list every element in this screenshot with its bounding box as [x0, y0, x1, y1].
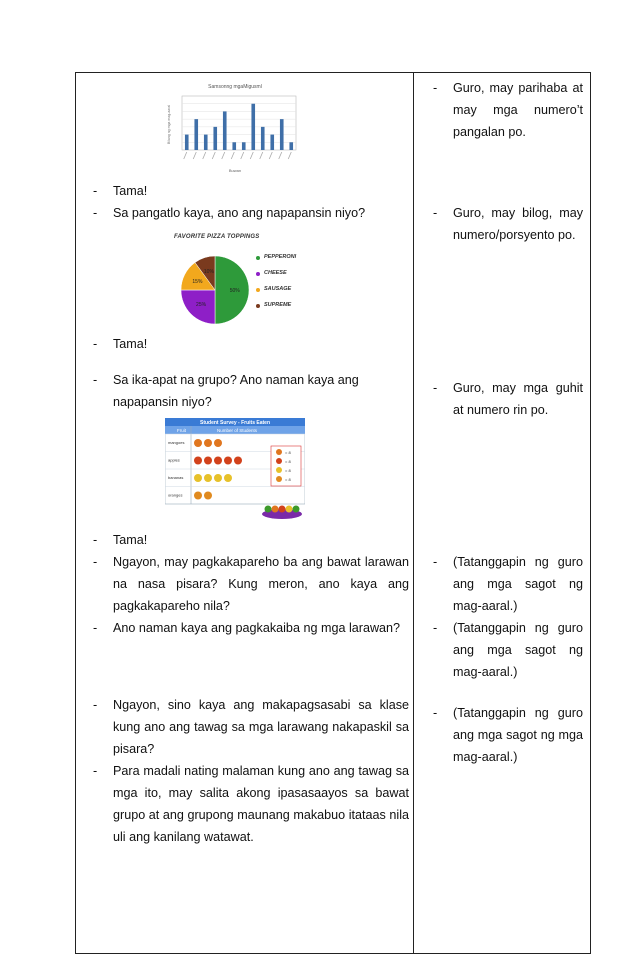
- pictograph-legend-icon: [276, 449, 282, 455]
- column-divider: [413, 72, 414, 954]
- bar-chart-ylabel: Bilang ng mga mag-aaral: [167, 104, 171, 144]
- pictograph-icon: [214, 439, 222, 447]
- bar-tick-label: [288, 152, 291, 159]
- teacher-line-text: Ngayon, may pagkakapareho ba ang bawat larawan na nasa pisara? Kung meron, ano kaya ang pagkakapareho nila?: [113, 555, 409, 613]
- pictograph-icon: [224, 474, 232, 482]
- pictograph-icon: [194, 492, 202, 500]
- teacher-line-2: - Sa pangatlo kaya, ano ang napapansin niyo?: [93, 202, 409, 224]
- bar: [194, 119, 198, 150]
- legend-item-pepperoni: PEPPERONI: [256, 254, 316, 270]
- basket-fruit: [293, 506, 300, 513]
- bar-tick-label: [279, 152, 282, 159]
- bar: [270, 135, 274, 150]
- bar-tick-label: [193, 152, 196, 159]
- student-line-text: (Tatanggapin ng guro ang mga sagot ng mga mag-aaral.): [453, 706, 583, 764]
- pictograph-icon: [194, 474, 202, 482]
- pictograph-icon: [224, 457, 232, 465]
- pictograph-legend-label: = 8: [285, 459, 291, 464]
- bar-chart-xlabel: Buwan: [228, 168, 242, 173]
- student-line-3: - Guro, may mga guhit at numero rin po.: [433, 377, 583, 421]
- bar: [280, 119, 284, 150]
- teacher-line-text: Tama!: [113, 533, 148, 547]
- bar: [213, 127, 217, 150]
- basket-fruit: [286, 506, 293, 513]
- basket-fruit: [272, 506, 279, 513]
- bar-tick-label: [212, 152, 215, 159]
- pictograph-row-label: oranges: [168, 492, 183, 498]
- student-line-text: Guro, may parihaba at may mga numero’t pangalan po.: [453, 81, 583, 139]
- student-line-6: - (Tatanggapin ng guro ang mga sagot ng mga mag-aaral.): [433, 702, 583, 768]
- pictograph-icon: [194, 439, 202, 447]
- pictograph-title: Student Survey - Fruits Eaten: [199, 420, 271, 426]
- pictograph-icon: [204, 439, 212, 447]
- student-line-4: - (Tatanggapin ng guro ang mga sagot ng mag-aaral.): [433, 551, 583, 617]
- pie-chart-svg: [172, 240, 252, 330]
- legend-item-cheese: CHEESE: [256, 270, 316, 286]
- student-line-text: Guro, may bilog, may numero/porsyento po.: [453, 206, 583, 242]
- pictograph-legend-icon: [276, 458, 282, 464]
- student-line-text: (Tatanggapin ng guro ang mga sagot ng mag-aaral.): [453, 621, 583, 679]
- bar: [232, 142, 236, 150]
- pictograph-svg: [165, 418, 305, 520]
- bar-tick-label: [250, 152, 253, 159]
- teacher-line-text: Ngayon, sino kaya ang makapagsasabi sa klase kung ano ang tawag sa mga larawang nakapaskil sa pisara?: [113, 698, 409, 756]
- pictograph-icon: [194, 457, 202, 465]
- pictograph-legend-label: = 8: [285, 450, 291, 455]
- pictograph-row-label: bananas: [168, 475, 184, 480]
- student-line-text: (Tatanggapin ng guro ang mga sagot ng mag-aaral.): [453, 555, 583, 613]
- student-line-1: - Guro, may parihaba at may mga numero’t pangalan po.: [433, 77, 583, 143]
- pie-slice-label: 50%: [229, 288, 240, 294]
- pictograph-col-students: Number of Students: [217, 428, 258, 433]
- pictograph-icon: [204, 457, 212, 465]
- pictograph-col-fruit: Fruit: [177, 428, 186, 433]
- student-line-text: Guro, may mga guhit at numero rin po.: [453, 381, 583, 417]
- teacher-line-4: - Sa ika-apat na grupo? Ano naman kaya ang napapansin niyo?: [93, 369, 409, 413]
- bar: [289, 142, 293, 150]
- pie-chart-title: FAVORITE PIZZA TOPPINGS: [174, 234, 260, 240]
- pictograph-icon: [214, 457, 222, 465]
- teacher-line-text: Tama!: [113, 337, 148, 351]
- pictograph-icon: [204, 474, 212, 482]
- pictograph-legend-label: = 8: [285, 477, 291, 482]
- teacher-line-9: - Para madali nating malaman kung ano ang tawag sa mga ito, may salita akong ipasasaayos sa bawat grupo at ang grupong maunang makabuo itataas nila uli ang kanilang watawat.: [93, 760, 409, 848]
- student-line-5: - (Tatanggapin ng guro ang mga sagot ng mag-aaral.): [433, 617, 583, 683]
- bar-tick-label: [222, 152, 225, 159]
- bar: [223, 111, 227, 150]
- teacher-line-1: - Tama!: [93, 180, 409, 202]
- bar-plot-area: [182, 96, 296, 150]
- bar-tick-label: [269, 152, 272, 159]
- bar-tick-label: [203, 152, 206, 159]
- teacher-line-text: Tama!: [113, 184, 148, 198]
- bar: [185, 135, 189, 150]
- teacher-line-5: - Tama!: [93, 529, 409, 551]
- bar-tick-label: [231, 152, 234, 159]
- pictograph-icon: [234, 457, 242, 465]
- bar: [204, 135, 208, 150]
- pie-slice-label: 25%: [196, 301, 207, 308]
- bar-tick-label: [184, 152, 187, 159]
- pictograph-image: [165, 418, 305, 520]
- pie-slice-label: 10%: [203, 269, 214, 276]
- bar-chart-title: Samsonng mgaMigusml: [208, 84, 262, 90]
- pictograph-row-label: mangoes: [168, 440, 185, 445]
- pictograph-legend-label: = 8: [285, 468, 291, 473]
- student-line-2: - Guro, may bilog, may numero/porsyento po.: [433, 202, 583, 246]
- teacher-line-text: Sa ika-apat na grupo? Ano naman kaya ang napapansin niyo?: [113, 373, 359, 409]
- bar: [242, 142, 246, 150]
- bar-chart-image: [168, 84, 302, 176]
- pie-legend: [256, 254, 316, 318]
- teacher-line-text: Para madali nating malaman kung ano ang tawag sa mga ito, may salita akong ipasasaayos sa bawat grupo at ang grupong maunang makabuo itataas nila uli ang kanilang watawat.: [113, 764, 409, 844]
- pie-chart-image: [172, 234, 302, 330]
- teacher-line-text: Sa pangatlo kaya, ano ang napapansin niyo?: [113, 206, 366, 220]
- pictograph-row-label: apples: [168, 457, 180, 463]
- bar-tick-label: [260, 152, 263, 159]
- pictograph-icon: [204, 492, 212, 500]
- pictograph-legend-icon: [276, 467, 282, 473]
- bar-chart-svg: [168, 84, 302, 176]
- teacher-line-8: - Ngayon, sino kaya ang makapagsasabi sa klase kung ano ang tawag sa mga larawang nakapaskil sa pisara?: [93, 694, 409, 760]
- legend-item-supreme: SUPREME: [256, 302, 316, 318]
- bar: [261, 127, 265, 150]
- teacher-line-6: - Ngayon, may pagkakapareho ba ang bawat larawan na nasa pisara? Kung meron, ano kaya ang pagkakapareho nila?: [93, 551, 409, 617]
- pie-slice-label: 15%: [192, 279, 203, 286]
- teacher-line-7: - Ano naman kaya ang pagkakaiba ng mga larawan?: [93, 617, 409, 639]
- teacher-line-3: - Tama!: [93, 333, 409, 355]
- basket-fruit: [279, 506, 286, 513]
- pictograph-legend-icon: [276, 476, 282, 482]
- legend-item-sausage: SAUSAGE: [256, 286, 316, 302]
- pictograph-icon: [214, 474, 222, 482]
- basket-fruit: [265, 506, 272, 513]
- bar: [251, 104, 255, 150]
- teacher-line-text: Ano naman kaya ang pagkakaiba ng mga larawan?: [113, 621, 401, 635]
- bar-tick-label: [241, 152, 244, 159]
